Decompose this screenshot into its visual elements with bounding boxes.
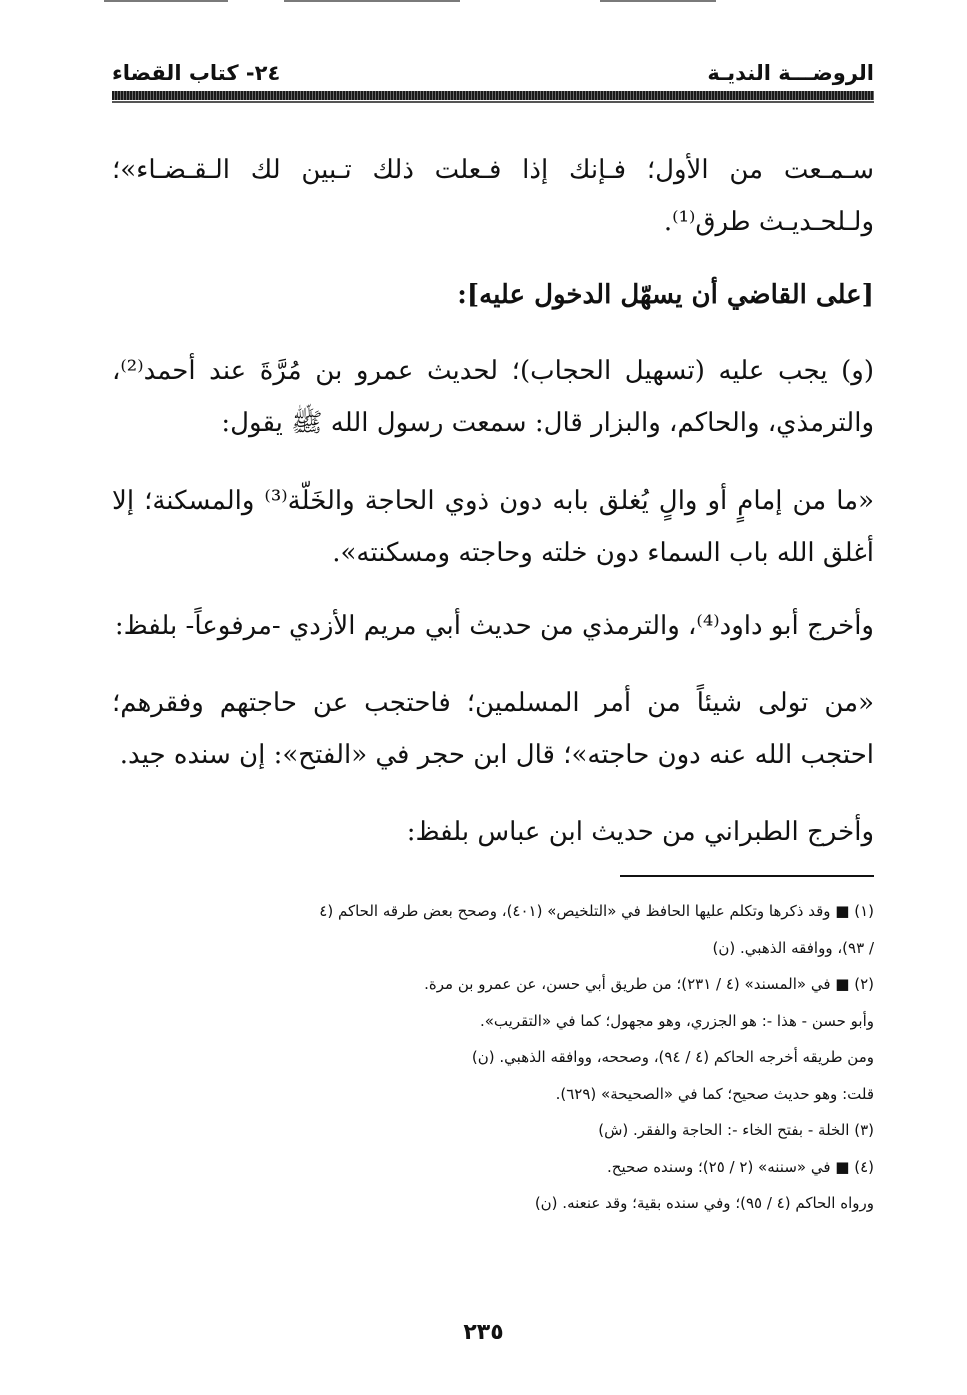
page-number: ٢٣٥ bbox=[463, 1320, 504, 1345]
section-heading: [على القاضي أن يسهّل الدخول عليه]: bbox=[457, 280, 874, 310]
running-head bbox=[112, 58, 874, 88]
header-rule-thin bbox=[112, 101, 874, 103]
footnote-2: (٢) ■ في «المسند» (٤ / ٢٣١)؛ من طريق أبي حسن، عن عمرو بن مرة. bbox=[424, 975, 874, 993]
paragraph-3: «ما من إمامٍ أو والٍ يُغلق بابه دون ذوي الحاجة والخَلّة⁽³⁾ والمسكنة؛ إلا أغلق الله باب السماء دون خلته وحاجته ومسكنته». bbox=[112, 486, 874, 568]
footnote-2-cont-b: ومن طريقه أخرجه الحاكم (٤ / ٩٤)، وصححه، ووافقه الذهبي. (ن) bbox=[471, 1048, 874, 1066]
paragraph-1: سـمـعت من الأول؛ فـإنك إذا فـعلت ذلك تـبين لك الـقـضـاء»؛ ولـلحـديـث طرق⁽¹⁾. bbox=[112, 155, 874, 237]
header-rule bbox=[112, 91, 874, 100]
paragraph-4: وأخرج أبو داود⁽⁴⁾، والترمذي من حديث أبي مريم الأزدي -مرفوعاً- بلفظ: bbox=[114, 611, 874, 641]
footnote-4: (٤) ■ في «سننه» (٢ / ٢٥)؛ وسنده صحيح. bbox=[607, 1157, 874, 1176]
scan-edge-mark bbox=[284, 0, 460, 2]
footnote-2-cont-a: وأبو حسن - هذا -: هو الجزري، وهو مجهول؛ كما في «التقريب». bbox=[479, 1011, 874, 1030]
footnote-3: (٣) الخلة - بفتح الخاء -: الحاجة والفقر. (ش) bbox=[598, 1121, 874, 1139]
footnote-separator bbox=[620, 875, 874, 877]
book-title: الروضـــة النديـة bbox=[707, 61, 874, 85]
footnote-1: (١) ■ وقد ذكرها وتكلم عليها الحافظ في «التلخيص» (٤٠١)، وصحح بعض طرقه الحاكم (٤ bbox=[319, 902, 874, 920]
footnote-2-cont-c: قلت: وهو حديث صحيح؛ كما في «الصحيحة» (٦٢٩). bbox=[555, 1084, 874, 1103]
scan-edge-mark bbox=[600, 0, 716, 2]
scan-edge-mark bbox=[104, 0, 228, 2]
footnotes bbox=[112, 893, 874, 1222]
footnote-1-cont: / ٩٣)، ووافقه الذهبي. (ن) bbox=[712, 938, 874, 957]
paragraph-5: «من تولى شيئاً من أمر المسلمين؛ فاحتجب عن حاجتهم وفقرهم؛ احتجب الله عنه دون حاجته»؛ قال ابن حجر في «الفتح»: إن سنده جيد. bbox=[112, 688, 874, 770]
paragraph-2: (و) يجب عليه (تسهيل الحجاب)؛ لحديث عمرو بن مُرَّةَ عند أحمد⁽²⁾، والترمذي، والحاكم، والبزار قال: سمعت رسول الله ﷺ يقول: bbox=[112, 356, 874, 438]
chapter-title: ٢٤- كتاب القضاء bbox=[112, 61, 281, 85]
footnote-4-cont: ورواه الحاكم (٤ / ٩٥)؛ وفي سنده بقية؛ وقد عنعنه. (ن) bbox=[534, 1194, 874, 1212]
paragraph-6: وأخرج الطبراني من حديث ابن عباس بلفظ: bbox=[406, 817, 874, 847]
